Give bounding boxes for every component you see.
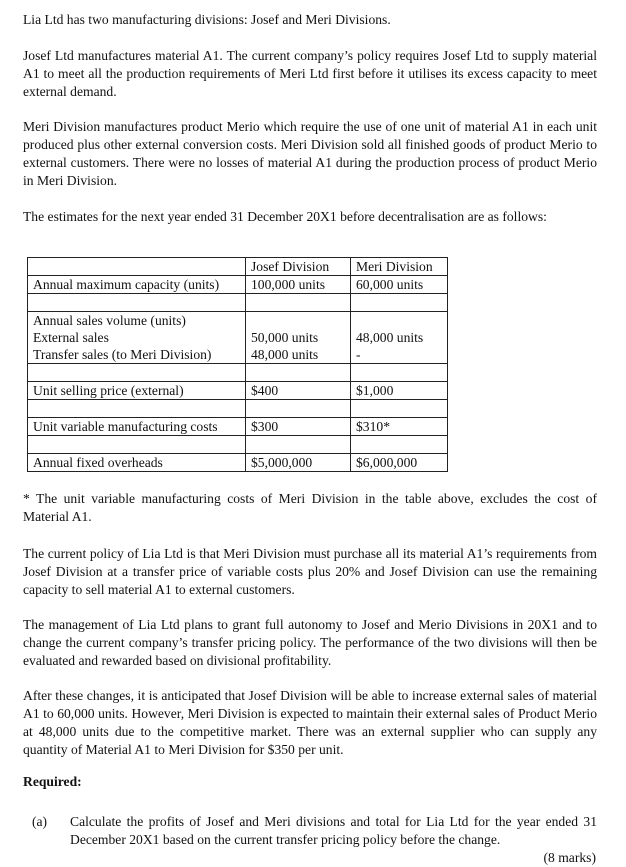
footnote: * The unit variable manufacturing costs of Meri Division in the table above, excludes the cost of Material A1.	[23, 491, 597, 524]
header-meri: Meri Division	[351, 258, 448, 276]
header-cell	[28, 258, 246, 276]
table-row	[28, 346, 448, 364]
table-row	[28, 276, 448, 294]
question-text: Calculate the profits of Josef and Meri divisions and total for Lia Ltd for the year ended 31 December 20X1 based on the current transfer pricing policy before the change.	[70, 814, 597, 847]
table-cell	[246, 400, 351, 418]
table-cell	[351, 364, 448, 382]
table-cell: Annual fixed overheads	[28, 454, 246, 472]
table-cell	[351, 294, 448, 312]
table-cell: 48,000 units	[246, 346, 351, 364]
table-cell: $6,000,000	[351, 454, 448, 472]
table-row	[28, 294, 448, 312]
table-cell	[246, 312, 351, 330]
table-row	[28, 312, 448, 330]
table-cell	[351, 312, 448, 330]
table-cell	[246, 436, 351, 454]
intro-paragraph: Lia Ltd has two manufacturing divisions: Josef and Meri Divisions.	[23, 12, 391, 27]
table-cell: 48,000 units	[351, 329, 448, 346]
table-cell: $1,000	[351, 382, 448, 400]
table-cell	[28, 400, 246, 418]
table-cell: 50,000 units	[246, 329, 351, 346]
estimates-table	[27, 257, 448, 472]
table-cell	[246, 294, 351, 312]
table-row	[28, 364, 448, 382]
table-cell: Unit variable manufacturing costs	[28, 418, 246, 436]
table-cell: Transfer sales (to Meri Division)	[28, 346, 246, 364]
table-cell: $300	[246, 418, 351, 436]
table-row	[28, 418, 448, 436]
table-cell	[351, 436, 448, 454]
table-row	[28, 436, 448, 454]
josef-paragraph: Josef Ltd manufactures material A1. The current company’s policy requires Josef Ltd to supply material A1 to meet all the production requirements of Meri Ltd first before it utilises its excess capacity to meet external demand.	[23, 48, 597, 99]
table-row	[28, 400, 448, 418]
table-row	[28, 454, 448, 472]
table-cell: Unit selling price (external)	[28, 382, 246, 400]
table-cell: $400	[246, 382, 351, 400]
policy-paragraph: The current policy of Lia Ltd is that Meri Division must purchase all its material A1’s requirements from Josef Division at a transfer price of variable costs plus 20% and Josef Division can use the remaining capacity to sell material A1 to external customers.	[23, 546, 597, 597]
table-cell: 100,000 units	[246, 276, 351, 294]
table-cell	[246, 364, 351, 382]
table-cell: $310*	[351, 418, 448, 436]
table-cell: External sales	[28, 329, 246, 346]
table-cell: 60,000 units	[351, 276, 448, 294]
header-josef: Josef Division	[246, 258, 351, 276]
table-cell: Annual sales volume (units)	[28, 312, 246, 330]
table-cell: -	[351, 346, 448, 364]
question-label: (a)	[32, 814, 48, 829]
table-row	[28, 382, 448, 400]
table-row	[28, 329, 448, 346]
changes-paragraph: After these changes, it is anticipated that Josef Division will be able to increase external sales of material A1 to 60,000 units. However, Meri Division is expected to maintain their external sales of Product Merio at 48,000 units due to the competitive market. There was an external supplier who can supply any quantity of Material A1 to Meri Division for $350 per unit.	[23, 688, 597, 757]
required-heading: Required:	[23, 774, 82, 789]
estimates-paragraph: The estimates for the next year ended 31 December 20X1 before decentralisation are as follows:	[23, 209, 547, 224]
meri-paragraph: Meri Division manufactures product Merio which require the use of one unit of material A1 in each unit produced plus other external conversion costs. Meri Division sold all finished goods of product Merio to external customers. There were no losses of material A1 during the production process of product Merio in Meri Division.	[23, 119, 597, 188]
table-cell	[28, 294, 246, 312]
table-cell	[28, 364, 246, 382]
table-cell	[351, 400, 448, 418]
table-cell: Annual maximum capacity (units)	[28, 276, 246, 294]
question-marks: (8 marks)	[543, 850, 596, 865]
management-paragraph: The management of Lia Ltd plans to grant full autonomy to Josef and Merio Divisions in 20X1 and to change the current company’s transfer pricing policy. The performance of the two divisions will then be evaluated and rewarded based on divisional profitability.	[23, 617, 597, 668]
table-cell: $5,000,000	[246, 454, 351, 472]
table-header	[28, 258, 448, 276]
table-cell	[28, 436, 246, 454]
